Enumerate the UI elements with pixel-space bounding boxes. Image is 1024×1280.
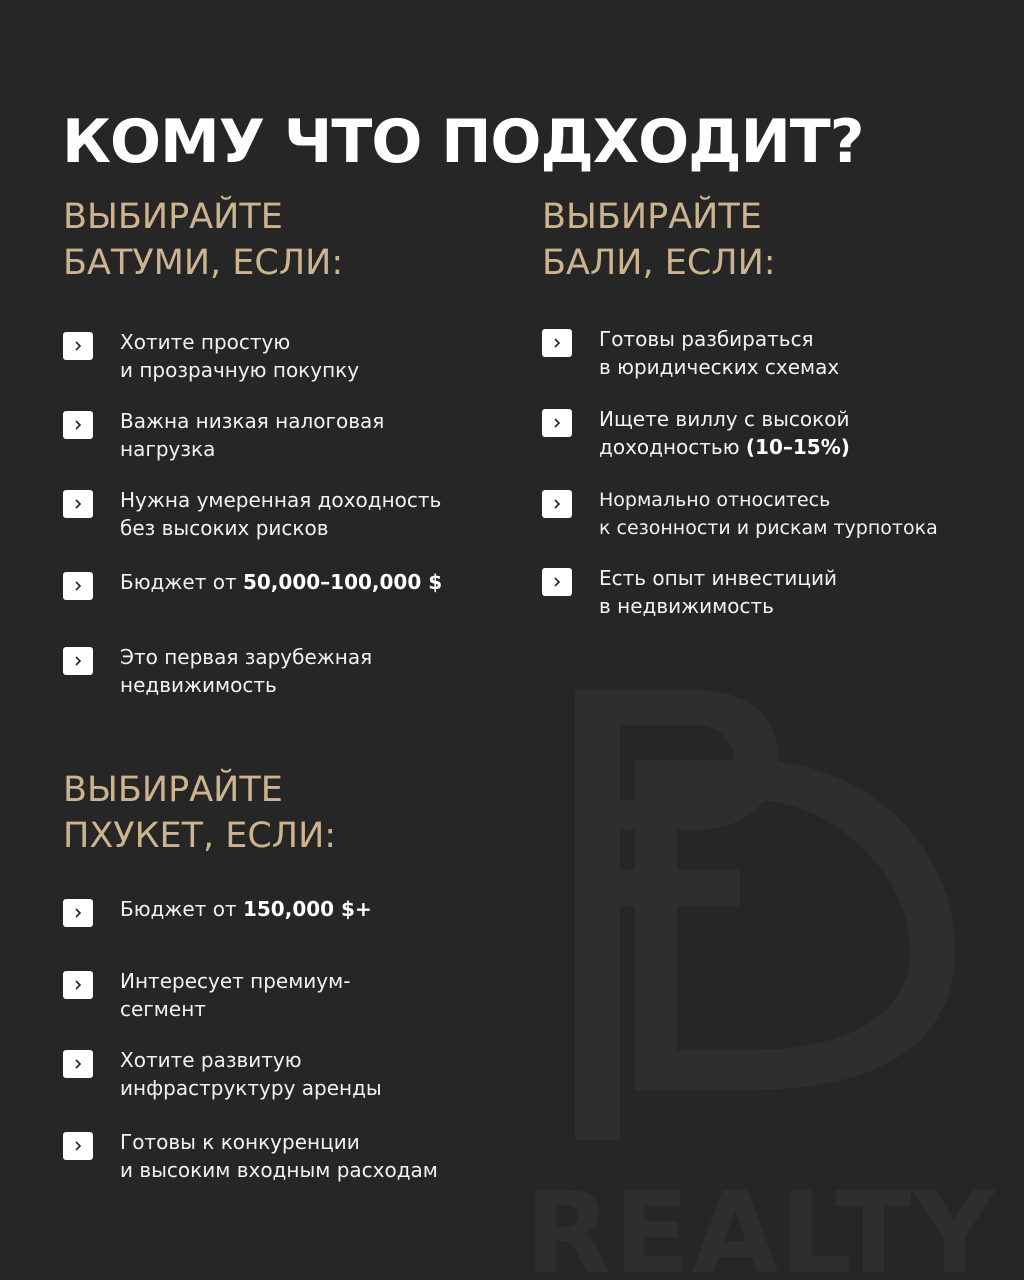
- heading-line: ВЫБИРАЙТЕ: [63, 770, 283, 810]
- item-text: Интересует премиум- сегмент: [120, 969, 351, 1021]
- chevron-right-icon: [63, 411, 93, 439]
- chevron-right-icon: [542, 568, 572, 596]
- bd-monogram-icon: [520, 680, 1000, 1280]
- item-text: Есть опыт инвестиций в недвижимость: [599, 566, 837, 618]
- item-text: Бюджет от 50,000–100,000 $: [120, 570, 443, 594]
- chevron-right-icon: [63, 332, 93, 360]
- item-text: Хотите развитую инфраструктуру аренды: [120, 1048, 382, 1100]
- heading-line: ВЫБИРАЙТЕ: [542, 197, 762, 237]
- watermark-text: REALTY: [525, 1169, 997, 1280]
- heading-line: ВЫБИРАЙТЕ: [63, 197, 283, 237]
- chevron-right-icon: [63, 1050, 93, 1078]
- chevron-right-icon: [63, 899, 93, 927]
- chevron-right-icon: [63, 1132, 93, 1160]
- item-text: Важна низкая налоговая нагрузка: [120, 409, 385, 461]
- section-phuket: [63, 767, 503, 1207]
- section-heading: [63, 767, 503, 859]
- chevron-right-icon: [63, 971, 93, 999]
- chevron-right-icon: [542, 490, 572, 518]
- item-text: Нормально относитесь к сезонности и рискам турпотока: [599, 489, 938, 539]
- item-text: Это первая зарубежная недвижимость: [120, 645, 373, 697]
- item-text: Готовы разбираться в юридических схемах: [599, 327, 840, 379]
- heading-line: БАЛИ, ЕСЛИ:: [542, 243, 776, 283]
- item-text: Нужна умеренная доходность без высоких рисков: [120, 488, 442, 540]
- chevron-right-icon: [63, 490, 93, 518]
- chevron-right-icon: [63, 572, 93, 600]
- heading-line: ПХУКЕТ, ЕСЛИ:: [63, 816, 337, 856]
- section-heading: [542, 194, 1002, 286]
- section-bali: [542, 194, 1002, 634]
- chevron-right-icon: [63, 647, 93, 675]
- item-text: Хотите простую и прозрачную покупку: [120, 330, 360, 382]
- section-heading: [63, 194, 503, 286]
- section-batumi: [63, 194, 503, 714]
- chevron-right-icon: [542, 329, 572, 357]
- chevron-right-icon: [542, 409, 572, 437]
- heading-line: БАТУМИ, ЕСЛИ:: [63, 243, 344, 283]
- item-text: Ищете виллу с высокой доходностью (10–15%): [599, 407, 850, 459]
- item-text: Бюджет от 150,000 $+: [120, 897, 372, 921]
- item-text: Готовы к конкуренции и высоким входным расходам: [120, 1130, 438, 1182]
- page-title: КОМУ ЧТО ПОДХОДИТ?: [62, 107, 864, 178]
